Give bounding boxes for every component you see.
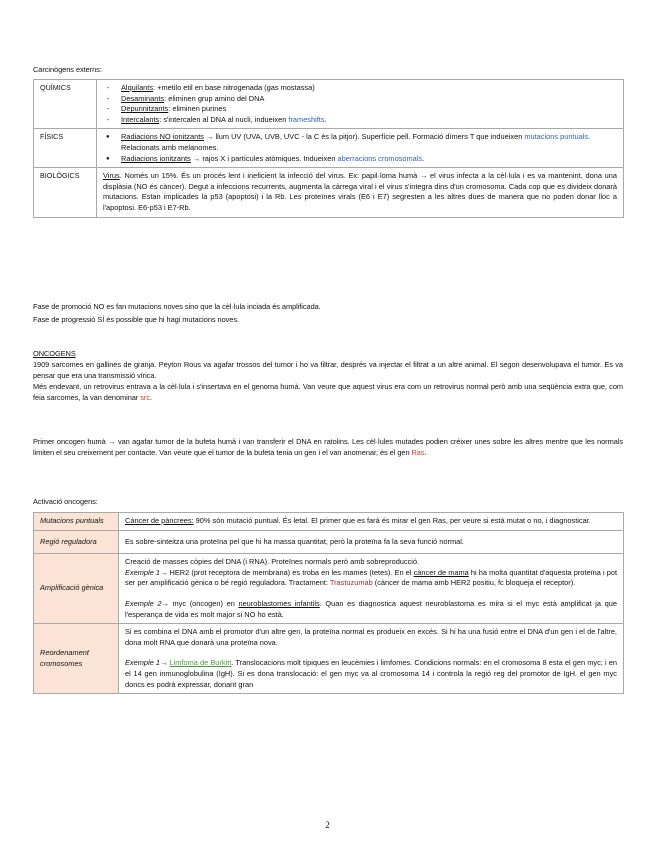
oncogens-paragraph-2 xyxy=(33,382,623,403)
limfoma-burkitt-link[interactable]: Limfoma de Burkitt xyxy=(169,658,232,668)
amplificacio-example-1 xyxy=(125,568,617,589)
fisics-list xyxy=(103,132,617,164)
amplificacio-content xyxy=(119,554,624,624)
list-item xyxy=(103,154,617,165)
list-item xyxy=(103,104,617,115)
quimics-content xyxy=(97,80,624,129)
item-text: → rajos X i partícules atòmiques. Indueixen xyxy=(190,153,338,163)
reordenament-content xyxy=(119,624,624,694)
item-text: : +metilo etil en base nitrogenada (gas mostassa) xyxy=(153,83,315,92)
example-label: Exemple 2 xyxy=(125,598,162,608)
term-virus: Virus xyxy=(103,171,120,181)
mutacions-content xyxy=(119,513,624,531)
term-alquilants: Alquilants xyxy=(121,83,154,92)
example-text: → HER2 (prot receptora de membrana) es troba en les mames (tetes). En el xyxy=(160,567,414,577)
term-radiacions-no-ionitzants: Radiacions NO ionitzants xyxy=(121,132,204,142)
table-row xyxy=(34,513,624,531)
spacer xyxy=(125,648,617,658)
amplificacio-example-2 xyxy=(125,599,617,620)
quimics-list xyxy=(103,83,617,125)
example-text: hi ha molta quantitat d'aquesta proteïna i pot ser per amplificació gènica o bé regió reguladora. Tractament: xyxy=(125,567,618,588)
ras-highlight: Ras xyxy=(411,447,425,457)
row-label-mutacions: Mutacions puntuals xyxy=(34,513,119,531)
term-cancer-mama: càncer de mama xyxy=(413,567,469,577)
biologics-content xyxy=(97,168,624,217)
carcinogens-table xyxy=(33,79,624,218)
row-label-biologics: BIOLÒGICS xyxy=(34,168,97,217)
paragraph-end: . xyxy=(424,447,427,457)
item-text: : s'intercalen al DNA al nucli, indueixen xyxy=(159,114,289,124)
example-text: → myc (oncogen) en xyxy=(161,598,239,608)
row-label-fisics: FÍSICS xyxy=(34,129,97,168)
list-item xyxy=(103,83,617,94)
example-label: Exemple 1 xyxy=(125,567,160,577)
reordenament-example-1 xyxy=(125,658,617,690)
list-item xyxy=(103,132,617,153)
oncogens-paragraph-3 xyxy=(33,437,623,458)
term-neuroblastomes: neuroblastomes infantils xyxy=(238,598,320,608)
example-text: . Translocacions molt típiques en leucèmies i limfomes. Condicions normals: en el cromosoma 8 esta el gen myc; i en el 14 gen inmunoglobulina (IgH). Si es dona translocació: el gen myc va al cromosoma 14 i controla la regió reg del promotor de IgH. el gen myc doncs es podrà expressar, donant gran xyxy=(125,658,617,689)
table-row xyxy=(34,168,624,217)
example-text: (càncer de mama amb HER2 positiu, fc bloqueja el receptor). xyxy=(372,578,576,588)
fisics-content xyxy=(97,129,624,168)
row-label-reordenament: Reordenament cromosomes xyxy=(34,624,119,694)
term-intercalants: Intercalants xyxy=(121,114,160,124)
amplificacio-line-1: Creació de masses còpies del DNA (i RNA). Proteïnes normals però amb sobreproducció. xyxy=(125,557,420,567)
paragraph-text: Primer oncogen humà → van agafar tumor de la bufeta humà i van transferir el DNA en ratolins. Les cèl·lules mutades podien créixer unes sobre les altres mentre que les normals limiten el seu creixement per contacte. Van veure que el tumor de la bufeta tenia un gen i el van anomenar, és el gen xyxy=(33,437,623,457)
item-end: . xyxy=(422,153,425,163)
term-desaminants: Desaminants xyxy=(121,93,165,103)
term-depurinitzants: Depurinitzants xyxy=(121,104,169,114)
item-text: → llum UV (UVA, UVB, UVC - la C és la pitjor). Superfície pell. Formació dímers T que indueixen xyxy=(203,132,525,142)
list-item xyxy=(103,115,617,126)
example-arrow: → xyxy=(160,658,170,668)
activacio-intro: Activació oncogens: xyxy=(33,497,98,506)
item-text: : eliminen purines xyxy=(168,104,227,114)
regio-content: Es sobre-sinteitza una proteïna pel que hi ha massa quantitat, però la proteïna fa la seva funció normal. xyxy=(119,530,624,554)
mutacions-text: 90% són mutació puntual. És letal. El primer que es farà és mirar el gen Ras, per veure si està mutat o no, i diagnosticar. xyxy=(193,516,591,525)
list-item xyxy=(103,94,617,105)
table-row xyxy=(34,554,624,624)
table-row xyxy=(34,80,624,129)
spacer xyxy=(125,589,617,599)
paragraph-text: Més endevant, un retrovirus entrava a la cèl·lula i s'insertava en el genoma humà. Van veure que aquest virus era com un retrovirus normal però amb una seqüència extra que, com feia sarcomes, la van denominar xyxy=(33,382,623,402)
example-text: . Quan es diagnostica aquest neuroblastoma es mira si el myc està amplificat ja que l'esperança de vida es molt major si NO ho està. xyxy=(125,598,617,619)
activacio-table xyxy=(33,512,624,694)
carcinogens-intro: Carcinògens externs: xyxy=(33,65,102,74)
row-label-amplificacio: Amplificació gènica xyxy=(34,554,119,624)
example-label: Exemple 1 xyxy=(125,658,161,668)
src-highlight: src xyxy=(140,392,150,402)
page-number: 2 xyxy=(325,820,330,830)
table-row xyxy=(34,530,624,554)
row-label-regio: Regió reguladora xyxy=(34,530,119,554)
term-radiacions-ionitzants: Radiacions ionitzants xyxy=(121,153,191,163)
table-row xyxy=(34,129,624,168)
mutacions-puntuals-highlight: mutacions puntuals xyxy=(524,132,589,142)
item-end: . Relacionats amb melanomes. xyxy=(121,132,591,152)
table-row xyxy=(34,624,624,694)
row-label-quimics: QUÍMICS xyxy=(34,80,97,129)
item-end: . xyxy=(324,114,327,124)
term-cancer-pancrees: Càncer de pàncrees: xyxy=(125,516,194,525)
oncogens-paragraph-1: 1909 sarcomes en gallines de granja. Peyton Rous va agafar trossos del tumor i ho va filtrar, després va injectar el filtrat a un altre animal. El segon desenvolupava el tumor. Es va pensar que era una transmissió vírica. xyxy=(33,360,623,380)
fase-progressio: Fase de progressió SÍ és possible que hi hagi mutacions noves. xyxy=(33,315,240,324)
trastuzumab-highlight: Trastuzumab xyxy=(329,578,373,588)
reordenament-line-1: Si es combina el DNA amb el promotor d'un altre gen, la proteïna normal es produeix en excés. Si hi ha una fusió entre el DNA d'un gen i el de l'altre, dona molt RNA que donarà una proteïna nova. xyxy=(125,627,617,647)
oncogens-heading: ONCOGENS xyxy=(33,349,76,358)
aberracions-highlight: aberracions cromosomals xyxy=(337,153,423,163)
biologics-text: . Només un 15%. És un procés lent i ineficient la infecció del virus. Ex: papil·loma humà → el virus infecta a la cèl·lula i es va mantenint, dona una displàsia (NO és càncer). Degut a infeccions recurrents, augmenta la càrrega viral i el virus s'integra dins d'un cromosoma. Cada cop que es divideix donarà mutacions. Estan implicades la p53 (apoptosi) i la Rb. Les proteïnes virals (E6 i E7) segresten a les altres dues de manera que no poden donar lloc a l'apoptosi. E6-p53 i E7-Rb. xyxy=(103,171,617,212)
frameshifts-highlight: frameshifts xyxy=(288,114,325,124)
paragraph-end: . xyxy=(149,392,152,402)
item-text: : eliminen grup amino del DNA xyxy=(164,93,265,103)
fase-promocio: Fase de promoció NO es fan mutacions noves sino que la cèl·lula inciada és amplificada. xyxy=(33,302,321,311)
